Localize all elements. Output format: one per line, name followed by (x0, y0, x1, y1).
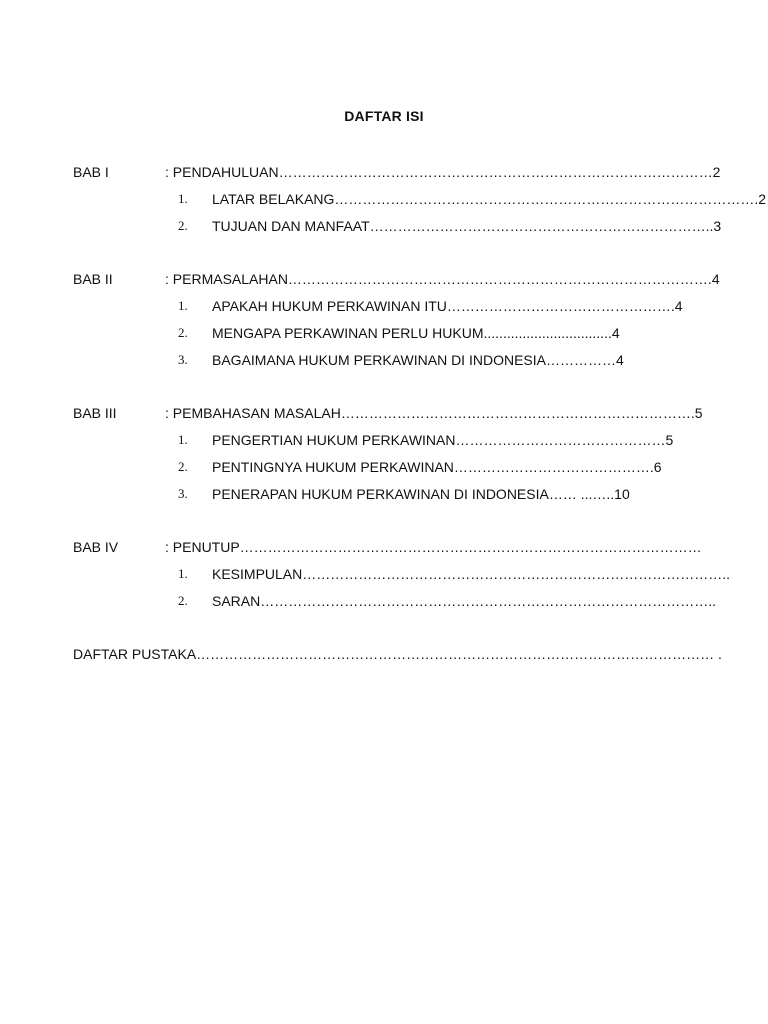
chapter-4-item-1-number: 1. (178, 566, 188, 581)
chapter-3-label: BAB III (73, 405, 117, 421)
chapter-4-label: BAB IV (73, 539, 119, 555)
chapter-1-item-2: TUJUAN DAN MANFAAT………………………………………………………………..3 (212, 218, 722, 234)
chapter-4-item-1: KESIMPULAN……………………………………………………………………………….. (212, 566, 731, 582)
chapter-1-item-1: LATAR BELAKANG……………………………………………………………………………….2 (212, 191, 767, 207)
chapter-2-item-1-number: 1. (178, 298, 188, 313)
chapter-2-item-3: BAGAIMANA HUKUM PERKAWINAN DI INDONESIA……………4 (212, 352, 624, 368)
chapter-3-heading: : PEMBAHASAN MASALAH………………………………………………………………….5 (165, 405, 703, 421)
chapter-1-item-1-number: 1. (178, 191, 188, 206)
chapter-2-heading: : PERMASALAHAN……………………………………………………………………………….4 (165, 271, 720, 287)
chapter-2-item-2: MENGAPA PERKAWINAN PERLU HUKUM.................................4 (212, 325, 620, 341)
chapter-2-item-1: APAKAH HUKUM PERKAWINAN ITU………………………………………….4 (212, 298, 683, 314)
chapter-1-heading: : PENDAHULUAN…………………………………………………………………………………2 (165, 164, 721, 180)
chapter-2-item-3-number: 3. (178, 352, 188, 367)
page-title: DAFTAR ISI (344, 108, 424, 124)
chapter-1-label: BAB I (73, 164, 109, 180)
chapter-3-item-1-number: 1. (178, 432, 188, 447)
chapter-4-item-2: SARAN…………………………………………………………………………………….. (212, 593, 717, 609)
chapter-3-item-3: PENERAPAN HUKUM PERKAWINAN DI INDONESIA…… ...…..10 (212, 486, 630, 502)
chapter-4-item-2-number: 2. (178, 593, 188, 608)
chapter-3-item-2-number: 2. (178, 459, 188, 474)
chapter-3-item-1: PENGERTIAN HUKUM PERKAWINAN………………………………………5 (212, 432, 674, 448)
chapter-2-item-2-number: 2. (178, 325, 188, 340)
chapter-3-item-3-number: 3. (178, 486, 188, 501)
chapter-4-heading: : PENUTUP……………………………………………………………………………………… (165, 539, 702, 555)
chapter-1-item-2-number: 2. (178, 218, 188, 233)
chapter-3-item-2: PENTINGNYA HUKUM PERKAWINAN…………………………………….6 (212, 459, 662, 475)
daftar-pustaka-entry: DAFTAR PUSTAKA………………………………………………………………………………………………… . (73, 646, 722, 662)
chapter-2-label: BAB II (73, 271, 113, 287)
